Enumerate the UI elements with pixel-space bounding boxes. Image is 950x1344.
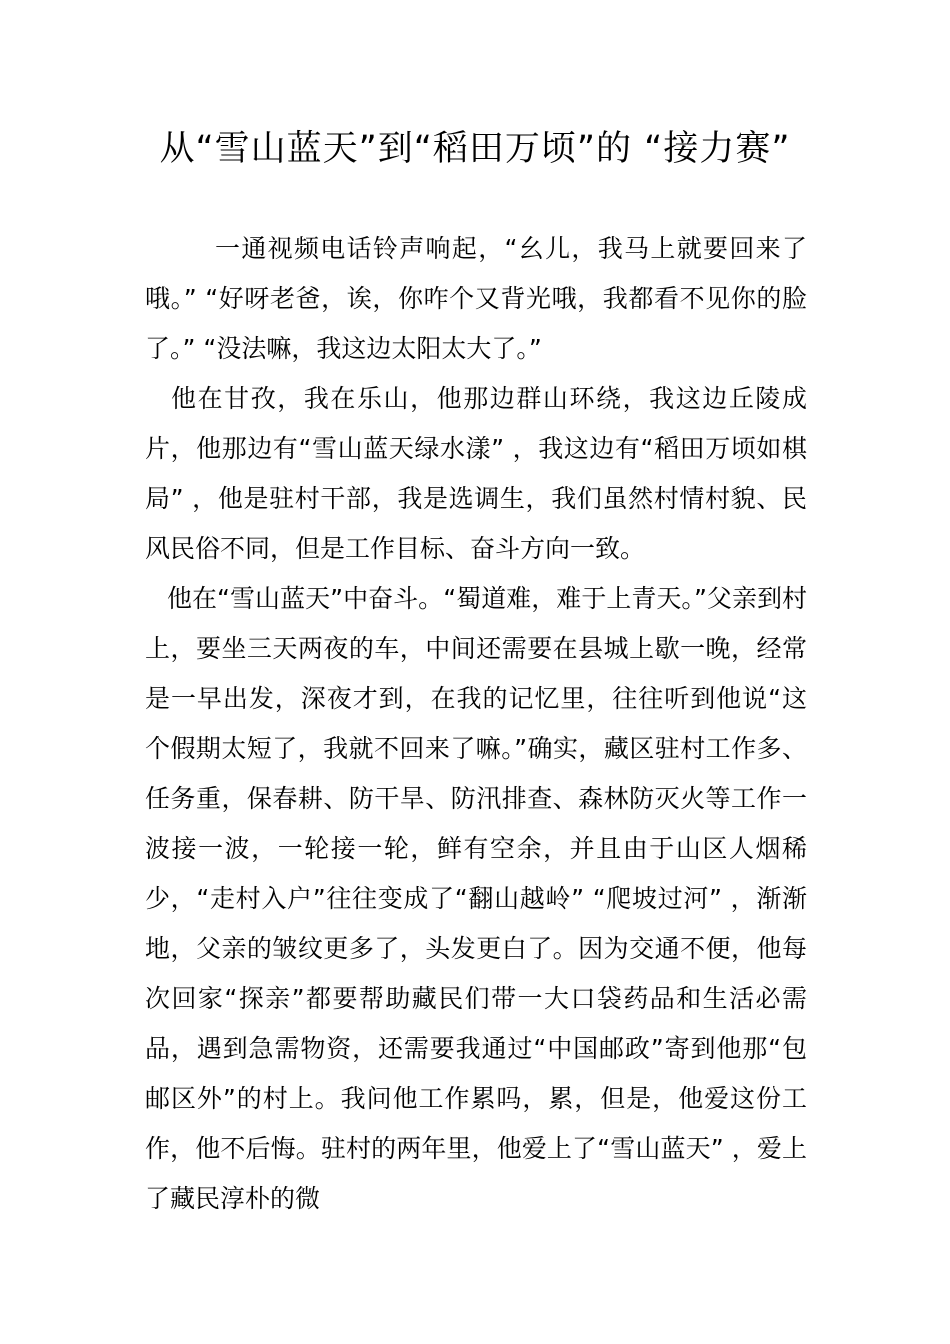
paragraph-ganzi-leshan: 他在甘孜，我在乐山，他那边群山环绕，我这边丘陵成片，他那边有“雪山蓝天绿水漾” ，我这边有“稻田万顷如棋局” ，他是驻村干部，我是选调生，我们虽然村情村貌、民风民俗不同，但是工作目标、奋斗方向一致。 xyxy=(145,384,807,563)
paragraph-video-call: 一通视频电话铃声响起，“幺儿，我马上就要回来了哦。” “好呀老爸，诶，你咋个又背光哦，我都看不见你的脸了。” “没法嘛，我这边太阳太大了。” xyxy=(145,234,807,363)
document-title: 从“雪山蓝天”到“稻田万顷”的 “接力赛” xyxy=(159,129,791,169)
paragraph-snow-mountain-work: 他在“雪山蓝天”中奋斗。“蜀道难，难于上青天。”父亲到村上，要坐三天两夜的车，中间还需要在县城上歇一晚，经常是一早出发，深夜才到，在我的记忆里，往往听到他说“这个假期太短了，我就不回来了嘛。”确实，藏区驻村工作多、任务重，保春耕、防干旱、防汛排查、森林防灭火等工作一波接一波，一轮接一轮，鲜有空余，并且由于山区人烟稀少，“走村入户”往往变成了“翻山越岭” “爬坡过河” ，渐渐地，父亲的皱纹更多了，头发更白了。因为交通不便，他每次回家“探亲”都要帮助藏民们带一大口袋药品和生活必需品，遇到急需物资，还需要我通过“中国邮政”寄到他那“包邮区外”的村上。我问他工作累吗，累，但是，他爱这份工作，他不后悔。驻村的两年里，他爱上了“雪山蓝天” ，爱上了藏民淳朴的微 xyxy=(145,584,807,1213)
document-body xyxy=(145,224,807,1224)
